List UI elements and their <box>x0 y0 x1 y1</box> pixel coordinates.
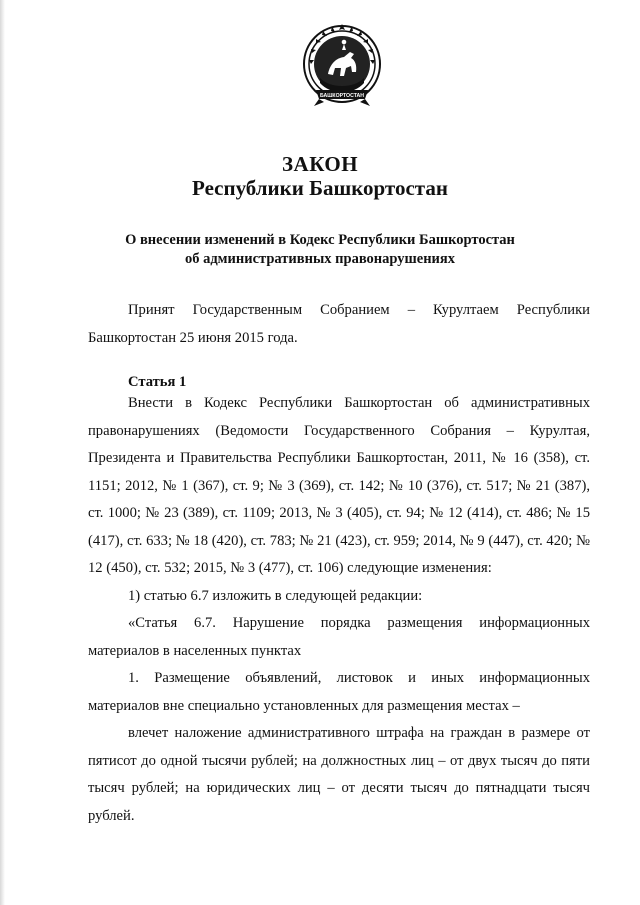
paragraph-amendment-intro: Внести в Кодекс Республики Башкортостан об административных правонарушениях (Ведомости Государственного Собрания – Курултая, Президента и Правительства Республики Башкортостан, 2011, № 16 (358), ст. 1151; 2012, № 1 (367), ст. 9; № 3 (369), ст. 142; № 10 (376), ст. 517; № 21 (387), ст. 1000; № 23 (389), ст. 1109; 2013, № 3 (405), ст. 94; № 12 (414), ст. 486; № 15 (417), ст. 633; № 18 (420), ст. 783; № 21 (423), ст. 959; 2014, № 9 (447), ст. 420; № 12 (450), ст. 532; 2015, № 3 (477), ст. 106) следующие изменения: <box>88 395 590 576</box>
emblem-banner-text: БАШКОРТОСТАН <box>319 93 365 99</box>
page-edge-shadow <box>0 0 5 905</box>
article-heading-text: Статья 1 <box>128 374 187 390</box>
paragraph-clause-1: 1. Размещение объявлений, листовок и иных информационных материалов вне специально установленных для размещения местах – <box>88 670 590 714</box>
adoption-statement <box>88 297 590 352</box>
law-subject-line-1: О внесении изменений в Кодекс Республики Башкортостан <box>125 232 515 248</box>
paragraph-item-1: 1) статью 6.7 изложить в следующей редакции: <box>128 587 423 604</box>
adoption-text: Принят Государственным Собранием – Курултаем Республики Башкортостан 25 июня 2015 года. <box>88 302 590 346</box>
paragraph-article-title: «Статья 6.7. Нарушение порядка размещения информационных материалов в населенных пунктах <box>88 615 590 659</box>
article-body <box>88 390 590 830</box>
paragraph-penalty: влечет наложение административного штрафа на граждан в размере от пятисот до одной тысячи рублей; на должностных лиц – от двух тысяч до пяти тысяч рублей; на юридических лиц – от десяти тысяч до пятнадцати тысяч рублей. <box>88 725 590 824</box>
issuer-title: Республики Башкортостан <box>192 176 448 200</box>
law-subject-line-2: об административных правонарушениях <box>184 251 456 267</box>
bashkortostan-emblem-icon <box>302 20 382 112</box>
document-type-title: ЗАКОН <box>281 152 359 176</box>
